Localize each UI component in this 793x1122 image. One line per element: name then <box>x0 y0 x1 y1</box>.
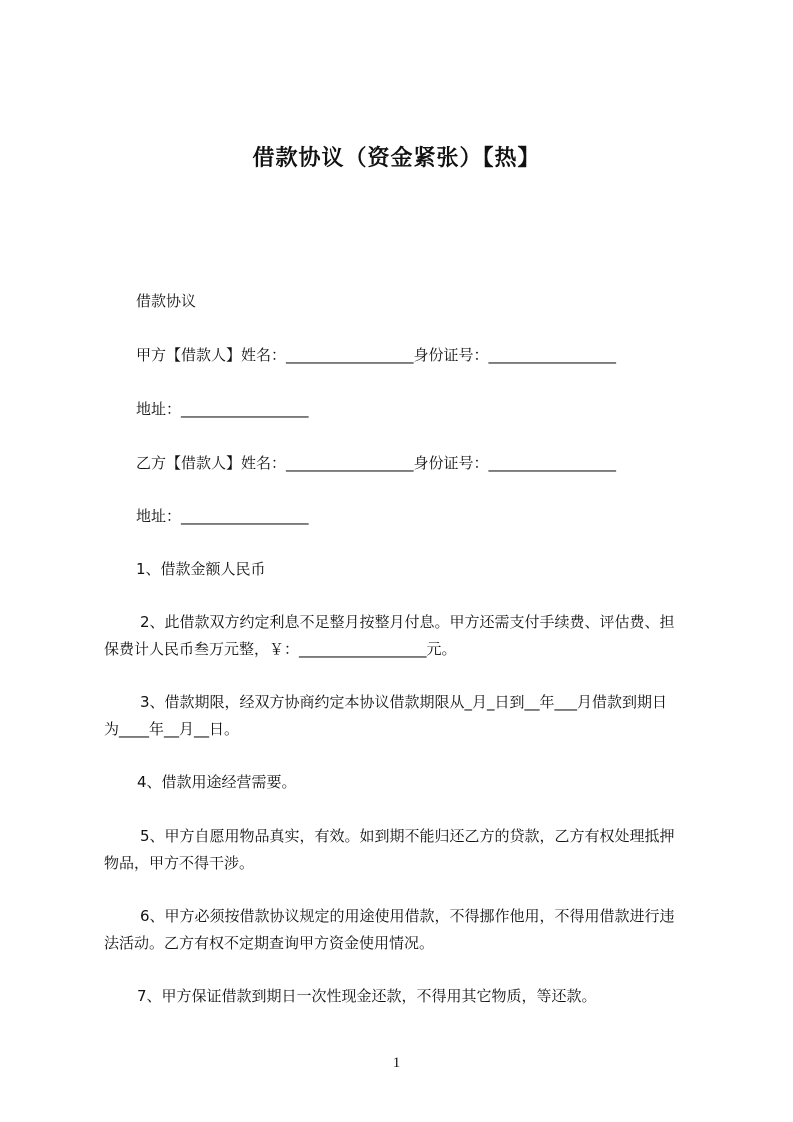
clause-7: 7、甲方保证借款到期日一次性现金还款，不得用其它物质，等还款。 <box>137 987 597 1005</box>
clause-3-line-1: 3、借款期限，经双方协商约定本协议借款期限从_月_日到__年___月借款到期日 <box>140 693 668 711</box>
clause-6-line-1: 6、甲方必须按借款协议规定的用途使用借款，不得挪作他用，不得用借款进行违 <box>140 907 675 925</box>
party-a-line: 甲方【借款人】姓名：_________________身份证号：_________________ <box>136 346 617 364</box>
document-title: 借款协议（资金紧张）【热】 <box>252 146 541 171</box>
party-b-address: 地址：_________________ <box>136 507 309 525</box>
page-number: 1 <box>392 1055 401 1071</box>
clause-5-line-1: 5、甲方自愿用物品真实，有效。如到期不能归还乙方的贷款，乙方有权处理抵押 <box>140 827 675 845</box>
party-a-address: 地址：_________________ <box>136 400 309 418</box>
agreement-heading: 借款协议 <box>136 292 197 310</box>
clause-1: 1、借款金额人民币 <box>136 560 266 578</box>
clause-5-line-2: 物品，甲方不得干涉。 <box>104 854 255 872</box>
clause-6-line-2: 法活动。乙方有权不定期查询甲方资金使用情况。 <box>104 934 435 952</box>
clause-2-line-1: 2、此借款双方约定利息不足整月按整月付息。甲方还需支付手续费、评估费、担 <box>140 613 675 631</box>
clause-2-line-2: 保费计人民币叁万元整，￥：_________________元。 <box>104 640 457 658</box>
clause-3-line-2: 为____年__月__日。 <box>104 720 240 738</box>
clause-4: 4、借款用途经营需要。 <box>137 773 297 791</box>
party-b-line: 乙方【借款人】姓名：_________________身份证号：_________________ <box>136 454 617 472</box>
